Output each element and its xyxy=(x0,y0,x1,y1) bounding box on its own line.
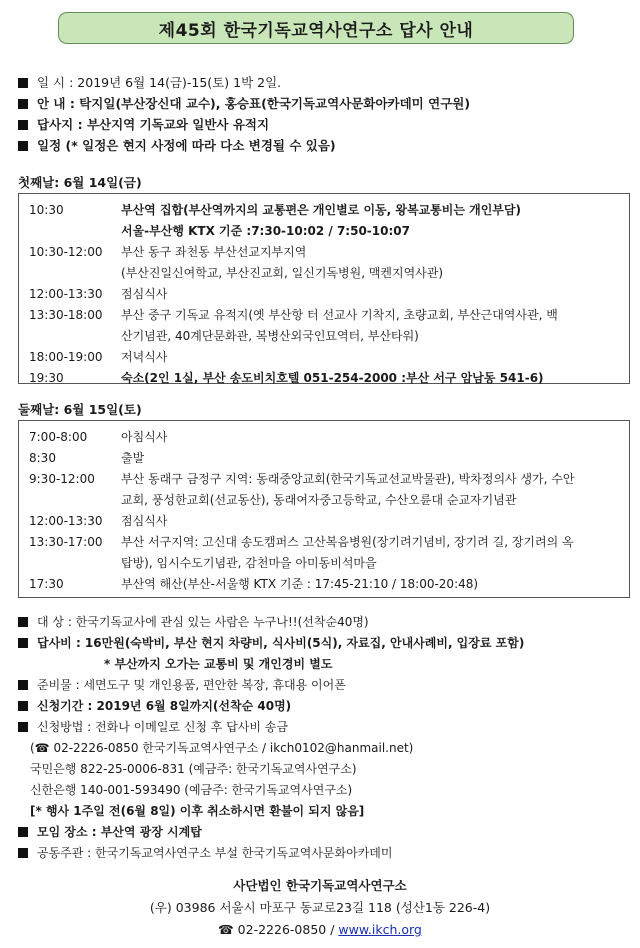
schedule-line: 출발 xyxy=(121,451,145,465)
footer-contact xyxy=(0,919,640,941)
detail-method xyxy=(18,717,630,738)
info-row-schedule xyxy=(18,135,628,156)
detail-cancel-policy: [* 행사 1주일 전(6월 8일) 이후 취소하시면 환불이 되지 않음] xyxy=(30,804,365,818)
schedule-line: (부산진일신여학교, 부산진교회, 일신기독병원, 맥켄지역사관) xyxy=(121,266,444,280)
schedule-description xyxy=(121,511,629,532)
day1-schedule xyxy=(19,200,629,389)
schedule-description xyxy=(121,305,629,347)
schedule-time: 12:00-13:30 xyxy=(29,514,103,528)
detail-text: 신청기간 : 2019년 6월 8일까지(선착순 40명) xyxy=(37,699,292,713)
schedule-time: 8:30 xyxy=(29,451,56,465)
schedule-line: 부산 동래구 금정구 지역: 동래중앙교회(한국기독교선교박물관), 박차정의사 생가, 수안 xyxy=(121,472,575,486)
schedule-row xyxy=(19,305,629,347)
schedule-row xyxy=(19,448,629,469)
schedule-time: 12:00-13:30 xyxy=(29,287,103,301)
info-label: 답사지 : xyxy=(37,117,83,132)
schedule-description xyxy=(121,532,629,574)
schedule-description xyxy=(121,284,629,305)
footer xyxy=(0,875,640,941)
footer-address: (우) 03986 서울시 마포구 동교로23길 118 (성산1동 226-4) xyxy=(149,900,491,915)
schedule-line: 산기념관, 40계단문화관, 복병산외국인묘역터, 부산타워) xyxy=(121,329,419,343)
info-row-site xyxy=(18,114,628,135)
schedule-line: 저녁식사 xyxy=(121,350,168,364)
detail-contact: (☎ 02-2226-0850 한국기독교역사연구소 / ikch0102@hanmail.net) xyxy=(30,741,414,755)
info-value: 2019년 6월 14(금)-15(토) 1박 2일. xyxy=(77,75,282,90)
detail-fee-note: * 부산까지 오가는 교통비 및 개인경비 별도 xyxy=(104,657,333,671)
info-value: (* 일정은 현지 사정에 따라 다소 변경될 수 있음) xyxy=(65,138,336,153)
schedule-time: 17:30 xyxy=(29,577,64,591)
square-bullet-icon xyxy=(18,827,28,837)
schedule-line: 부산역 해산(부산-서울행 KTX 기준 : 17:45-21:10 / 18:00-20:48) xyxy=(121,577,479,591)
info-section xyxy=(18,72,628,156)
schedule-row xyxy=(19,242,629,284)
detail-text: 모임 장소 : 부산역 광장 시계탑 xyxy=(37,825,202,839)
square-bullet-icon xyxy=(18,722,28,732)
schedule-row xyxy=(19,469,629,511)
schedule-row xyxy=(19,574,629,595)
info-row-guide xyxy=(18,93,628,114)
schedule-line: 점심식사 xyxy=(121,287,168,301)
schedule-line: 부산역 집합(부산역까지의 교통편은 개인별로 이동, 왕복교통비는 개인부담) xyxy=(121,203,521,217)
square-bullet-icon xyxy=(18,78,28,88)
info-label: 일 시 : xyxy=(37,75,74,90)
square-bullet-icon xyxy=(18,617,28,627)
detail-text: 신청방법 : 전화나 이메일로 신청 후 답사비 송금 xyxy=(37,720,288,734)
schedule-line: 부산 동구 좌천동 부산선교지부지역 xyxy=(121,245,307,259)
detail-text: 공동주관 : 한국기독교역사연구소 부설 한국기독교역사문화아카데미 xyxy=(37,846,393,860)
square-bullet-icon xyxy=(18,848,28,858)
schedule-description xyxy=(121,368,629,389)
schedule-description xyxy=(121,200,629,242)
schedule-description xyxy=(121,469,629,511)
square-bullet-icon xyxy=(18,141,28,151)
info-label: 일정 xyxy=(37,138,62,153)
schedule-time: 19:30 xyxy=(29,371,64,385)
schedule-line: 서울-부산행 KTX 기준 :7:30-10:02 / 7:50-10:07 xyxy=(121,224,410,238)
schedule-line: 점심식사 xyxy=(121,514,168,528)
schedule-line: 탑방), 임시수도기념관, 감천마을 아미동비석마을 xyxy=(121,556,377,570)
info-label: 안 내 : xyxy=(37,96,75,111)
detail-supplies xyxy=(18,675,630,696)
schedule-description xyxy=(121,427,629,448)
detail-text: 준비물 : 세면도구 및 개인용품, 편안한 복장, 휴대용 이어폰 xyxy=(37,678,346,692)
day1-title: 첫째날: 6월 14일(금) xyxy=(18,175,142,190)
schedule-line: 아침식사 xyxy=(121,430,168,444)
detail-text: 답사비 : 16만원(숙박비, 부산 현지 차량비, 식사비(5식), 자료집, 안내사례비, 입장료 포함) xyxy=(37,636,525,650)
page-title: 제45회 한국기독교역사연구소 답사 안내 xyxy=(58,12,574,44)
square-bullet-icon xyxy=(18,680,28,690)
square-bullet-icon xyxy=(18,701,28,711)
schedule-line: 교회, 풍성한교회(선교동산), 동래여자중고등학교, 수산오륜대 순교자기념관 xyxy=(121,493,517,507)
schedule-row xyxy=(19,511,629,532)
square-bullet-icon xyxy=(18,99,28,109)
schedule-description xyxy=(121,242,629,284)
day2-title: 둘째날: 6월 15일(토) xyxy=(18,402,142,417)
day1-schedule-box xyxy=(18,193,630,384)
schedule-time: 10:30-12:00 xyxy=(29,245,103,259)
schedule-description xyxy=(121,574,629,595)
schedule-time: 13:30-18:00 xyxy=(29,308,103,322)
footer-phone: ☎ 02-2226-0850 / xyxy=(218,922,339,937)
day2-schedule-box xyxy=(18,420,630,598)
detail-meeting xyxy=(18,822,630,843)
schedule-time: 18:00-19:00 xyxy=(29,350,103,364)
schedule-row xyxy=(19,284,629,305)
details-section xyxy=(18,612,630,864)
square-bullet-icon xyxy=(18,120,28,130)
schedule-time: 10:30 xyxy=(29,203,64,217)
info-row-date xyxy=(18,72,628,93)
detail-bank-kb: 국민은행 822-25-0006-831 (예금주: 한국기독교역사연구소) xyxy=(30,762,357,776)
detail-fee xyxy=(18,633,630,654)
info-value: 탁지일(부산장신대 교수), 홍승표(한국기독교역사문화아카데미 연구원) xyxy=(79,96,471,111)
detail-deadline xyxy=(18,696,630,717)
schedule-row xyxy=(19,532,629,574)
schedule-row xyxy=(19,368,629,389)
schedule-line: 숙소(2인 1실, 부산 송도비치호텔 051-254-2000 :부산 서구 암남동 541-6) xyxy=(121,371,544,385)
schedule-line: 부산 중구 기독교 유적지(옛 부산항 터 선교사 기착지, 초량교회, 부산근대역사관, 백 xyxy=(121,308,558,322)
website-link[interactable]: www.ikch.org xyxy=(338,922,422,937)
schedule-description xyxy=(121,347,629,368)
detail-target xyxy=(18,612,630,633)
schedule-line: 부산 서구지역: 고신대 송도캠퍼스 고산복음병원(장기려기념비, 장기려 길, 장기려의 옥 xyxy=(121,535,574,549)
detail-text: 대 상 : 한국기독교사에 관심 있는 사람은 누구나!!(선착순40명) xyxy=(37,615,369,629)
footer-org: 사단법인 한국기독교역사연구소 xyxy=(233,878,407,893)
schedule-time: 13:30-17:00 xyxy=(29,535,103,549)
info-value: 부산지역 기독교와 일반사 유적지 xyxy=(86,117,270,132)
schedule-row xyxy=(19,427,629,448)
schedule-time: 9:30-12:00 xyxy=(29,472,95,486)
schedule-row xyxy=(19,200,629,242)
detail-bank-shinhan: 신한은행 140-001-593490 (예금주: 한국기독교역사연구소) xyxy=(30,783,353,797)
square-bullet-icon xyxy=(18,638,28,648)
schedule-description xyxy=(121,448,629,469)
schedule-row xyxy=(19,347,629,368)
detail-host xyxy=(18,843,630,864)
schedule-time: 7:00-8:00 xyxy=(29,430,88,444)
day2-schedule xyxy=(19,427,629,595)
